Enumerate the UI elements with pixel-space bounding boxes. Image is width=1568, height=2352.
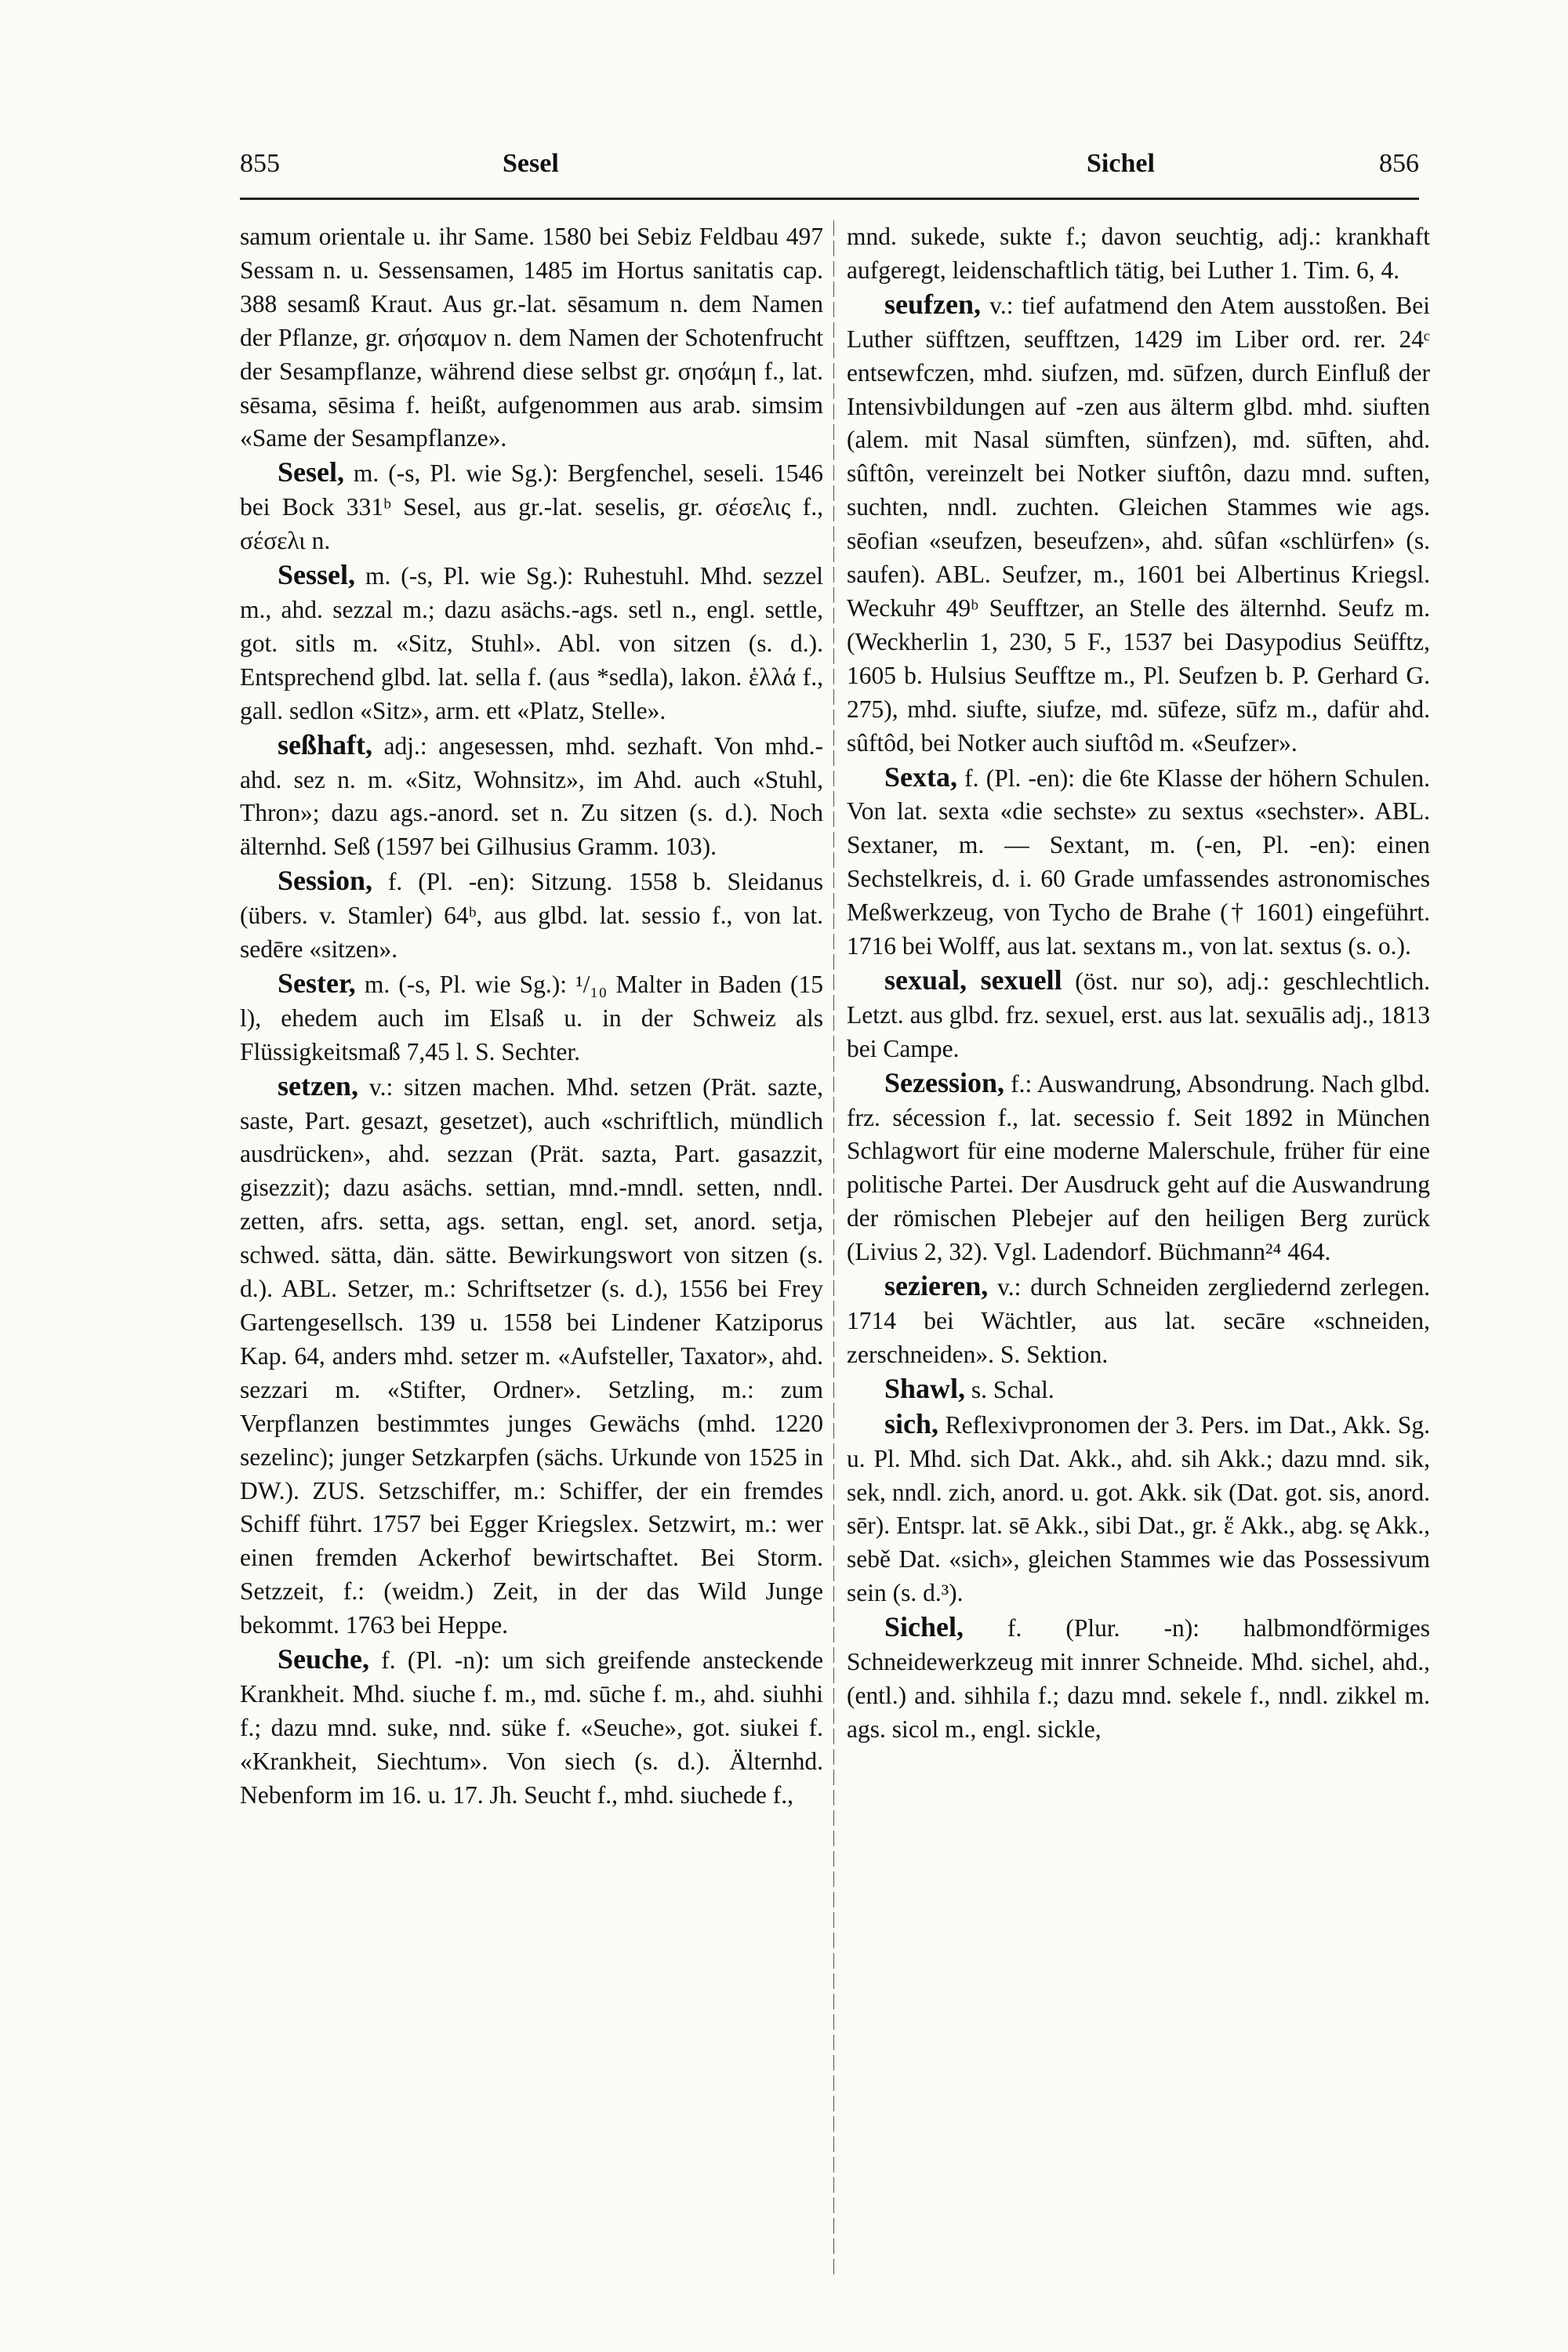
headword: setzen, — [278, 1069, 358, 1102]
dictionary-entry — [847, 220, 1430, 288]
header-rule — [240, 198, 1419, 200]
dictionary-entry — [847, 288, 1430, 760]
dictionary-entry — [240, 456, 823, 558]
right-running-head: Sichel — [1087, 149, 1155, 178]
entry-text: m. (-s, Pl. wie Sg.): ¹/₁₀ Malter in Baden (15 l), ehedem auch im Elsaß u. in der Schweiz als Flüssigkeitsmaß 7,45 l. S. Sechter. — [240, 970, 823, 1065]
entry-text: m. (-s, Pl. wie Sg.): Ruhestuhl. Mhd. sezzel m., ahd. sezzal m.; dazu asächs.-ags. setl n., engl. settle, got. sitls m. «Sitz, Stuhl». Abl. von sitzen (s. d.). Entsprechend glbd. lat. sella f. (aus *sedla), lakon. ἑλλά f., gall. sedlon «Sitz», arm. ett «Platz, Stelle». — [240, 562, 823, 724]
headword: sezieren, — [884, 1270, 989, 1302]
left-column — [240, 220, 823, 2290]
entry-text: (öst. nur so), adj.: geschlechtlich. Letzt. aus glbd. frz. sexuel, erst. aus lat. sexuālis adj., 1813 bei Campe. — [847, 967, 1430, 1062]
dictionary-entry — [240, 220, 823, 456]
entry-text: m. (-s, Pl. wie Sg.): Bergfenchel, seseli. 1546 bei Bock 331ᵇ Sesel, aus gr.-lat. seselis, gr. σέσελις f., σέσελι n. — [240, 459, 823, 555]
entry-text: mnd. sukede, sukte f.; davon seuchtig, adj.: krankhaft aufgeregt, leidenschaftlich tätig, bei Luther 1. Tim. 6, 4. — [847, 223, 1430, 284]
right-page-number: 856 — [1379, 149, 1419, 178]
headword: Shawl, — [884, 1372, 966, 1404]
right-column — [847, 220, 1430, 2290]
headword: sexual, sexuell — [884, 964, 1062, 996]
entry-text: f. (Pl. -en): die 6te Klasse der höhern Schulen. Von lat. sexta «die sechste» zu sextus «sechster». ABL. Sextaner, m. — Sextant, m. (-en, Pl. -en): einen Sechstelkreis, d. i. 60 Grade umfassendes astronomisches Meßwerkzeug, von Tycho de Brahe († 1601) eingeführt. 1716 bei Wolff, aus lat. sextans m., von lat. sextus (s. o.). — [847, 764, 1430, 960]
headword: Session, — [278, 865, 373, 897]
entry-text: s. Schal. — [965, 1375, 1054, 1403]
headword: Sessel, — [278, 559, 355, 591]
headword: seßhaft, — [278, 728, 373, 760]
entry-text: f. (Plur. -n): halbmondförmiges Schneidewerkzeug mit innrer Schneide. Mhd. sichel, ahd., (entl.) and. sihhila f.; dazu mnd. sekele f., nndl. zikkel m. ags. sicol m., engl. sickle, — [847, 1614, 1430, 1743]
entry-text: adj.: angesessen, mhd. sezhaft. Von mhd.-ahd. sez n. m. «Sitz, Wohnsitz», im Ahd. auch «Stuhl, Thron»; dazu ags.-anord. set n. Zu sitzen (s. d.). Noch älternhd. Seß (1597 bei Gilhusius Gramm. 103). — [240, 731, 823, 861]
dictionary-entry — [847, 1610, 1430, 1747]
entry-text: f. (Pl. -en): Sitzung. 1558 b. Sleidanus (übers. v. Stamler) 64ᵇ, aus glbd. lat. sessio f., von lat. sedēre «sitzen». — [240, 868, 823, 964]
headword: Seuche, — [278, 1643, 369, 1675]
dictionary-entry — [847, 1407, 1430, 1610]
dictionary-entry — [847, 964, 1430, 1066]
headword: Sester, — [278, 967, 356, 999]
entry-text: f.: Auswandrung, Absondrung. Nach glbd. frz. sécession f., lat. secessio f. Seit 1892 in München Schlagwort für eine moderne Malerschule, früher für eine politische Partei. Der Ausdruck geht auf die Auswandrung der römischen Plebejer auf den heiligen Berg zurück (Livius 2, 32). Vgl. Ladendorf. Büchmann²⁴ 464. — [847, 1069, 1430, 1266]
entry-text: v.: durch Schneiden zergliedernd zerlegen. 1714 bei Wächtler, aus lat. secāre «schneiden, zerschneiden». S. Sektion. — [847, 1273, 1430, 1368]
left-page-number: 855 — [240, 149, 280, 178]
dictionary-entry — [240, 967, 823, 1069]
entry-text: v.: sitzen machen. Mhd. setzen (Prät. sazte, saste, Part. gesazt, gesetzet), auch «schriftlich, mündlich ausdrücken», ahd. sezzan (Prät. sazta, Part. gasazzit, gisezzit); dazu asächs. settian, mnd.-mndl. setten, nndl. zetten, afrs. setta, ags. settan, engl. set, anord. setja, schwed. sätta, dän. sätte. Bewirkungswort von sitzen (s. d.). ABL. Setzer, m.: Schriftsetzer (s. d.), 1556 bei Frey Gartengesellsch. 139 u. 1558 bei Lindener Katziporus Kap. 64, anders mhd. setzer m. «Aufsteller, Taxator», ahd. sezzari m. «Stifter, Ordner». Setzling, m.: zum Verpflanzen bestimmtes junges Gewächs (mhd. 1220 sezelinc); junger Setzkarpfen (sächs. Urkunde von 1525 in DW.). ZUS. Setzschiffer, m.: Schiffer, der ein fremdes Schiff führt. 1757 bei Egger Kriegslex. Setzwirt, m.: wer einen fremden Ackerhof bewirtschaftet. Bei Storm. Setzzeit, f.: (weidm.) Zeit, in der das Wild Junge bekommt. 1763 bei Heppe. — [240, 1073, 823, 1639]
headword: sich, — [884, 1407, 939, 1439]
dictionary-entry — [240, 728, 823, 865]
headword: Sezession, — [884, 1066, 1004, 1098]
headword: Sichel, — [884, 1611, 964, 1643]
dictionary-entry — [240, 1642, 823, 1813]
page-header — [240, 149, 1419, 193]
left-running-head: Sesel — [503, 149, 559, 178]
dictionary-entry — [240, 864, 823, 967]
dictionary-entry — [240, 558, 823, 728]
entry-text: v.: tief aufatmend den Atem ausstoßen. Bei Luther süfftzen, seufftzen, 1429 im Liber ord. rer. 24ᶜ entsewfczen, mhd. siufzen, md. sūfzen, durch Einfluß der Intensivbildungen auf -zen aus älterm glbd. mhd. siuften (alem. mit Nasal sümften, sünfzen), md. sūften, ahd. sûftôn, vereinzelt bei Notker siuftôn, dazu mnd. suften, suchten, nndl. zuchten. Gleichen Stammes wie ags. sēofian «seufzen, beseufzen», ahd. sûfan «schlürfen» (s. saufen). ABL. Seufzer, m., 1601 bei Albertinus Kriegsl. Weckuhr 49ᵇ Seufftzer, an Stelle des älternhd. Seufz m. (Weckherlin 1, 230, 5 F., 1537 bei Dasypodius Seüfftz, 1605 b. Hulsius Seufftze m., Pl. Seufzen b. P. Gerhard G. 275), mhd. siufte, siufze, md. sūfeze, sūfz m., dafür ahd. sûftôd, bei Notker auch siuftôd m. «Seufzer». — [847, 291, 1430, 757]
dictionary-entry — [847, 1269, 1430, 1372]
headword: Sesel, — [278, 456, 344, 488]
entry-text: Reflexivpronomen der 3. Pers. im Dat., Akk. Sg. u. Pl. Mhd. sich Dat. Akk., ahd. sih Akk.; dazu mnd. sik, sek, nndl. zich, anord. u. got. Akk. sik (Dat. got. sis, anord. sēr). Entspr. lat. sē Akk., sibi Dat., gr. ἕ Akk., abg. sę Akk., sebě Dat. «sich», gleichen Stammes wie das Possessivum sein (s. d.³). — [847, 1410, 1430, 1607]
dictionary-entry — [240, 1069, 823, 1642]
headword: Sexta, — [884, 760, 957, 793]
dictionary-entry — [847, 1066, 1430, 1269]
dictionary-entry — [847, 760, 1430, 964]
entry-text: f. (Pl. -n): um sich greifende ansteckende Krankheit. Mhd. siuche f. m., md. sūche f. m., ahd. siuhhi f.; dazu mnd. suke, nnd. süke f. «Seuche», got. siukei f. «Krankheit, Siechtum». Von siech (s. d.). Älternhd. Nebenform im 16. u. 17. Jh. Seucht f., mhd. siuchede f., — [240, 1646, 823, 1809]
entry-text: samum orientale u. ihr Same. 1580 bei Sebiz Feldbau 497 Sessam n. u. Sessensamen, 1485 im Hortus sanitatis cap. 388 sesamß Kraut. Aus gr.-lat. sēsamum n. dem Namen der Pflanze, gr. σήσαμον n. dem Namen der Schotenfrucht der Sesampflanze, während diese selbst gr. σησάμη f., lat. sēsama, sēsima f. heißt, aufgenommen aus arab. simsim «Same der Sesampflanze». — [240, 223, 823, 452]
column-divider — [833, 220, 834, 2274]
headword: seufzen, — [884, 288, 981, 320]
dictionary-entry — [847, 1372, 1430, 1407]
